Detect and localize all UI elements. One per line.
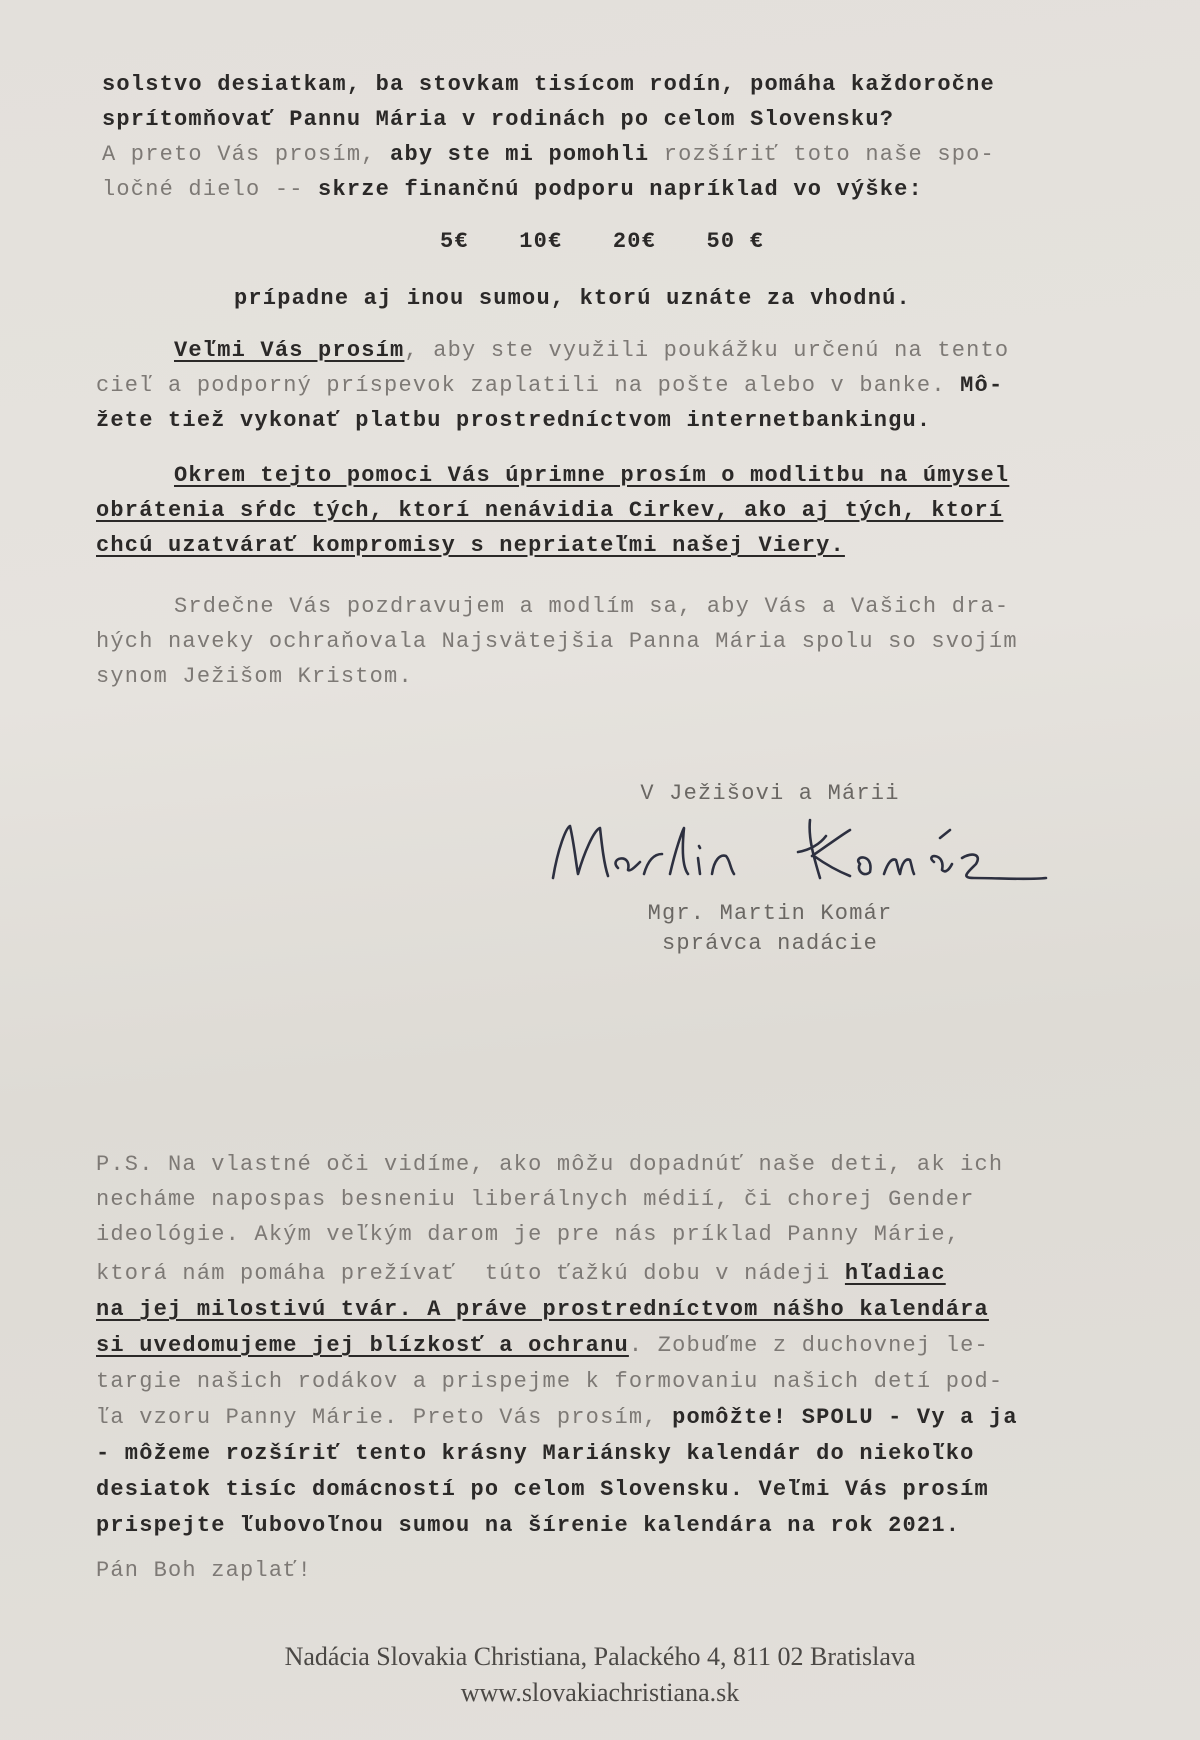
- amount-option: 5€: [440, 229, 469, 254]
- ps-line-2: necháme napospas besneniu liberálnych médií, či chorej Gender: [96, 1187, 975, 1212]
- ps-line-6: si uvedomujeme jej blízkosť a ochranu. Zobuďme z duchovnej le-: [96, 1333, 989, 1358]
- body-line-10: obrátenia sŕdc tých, ktorí nenávidia Cirkev, ako aj tých, ktorí: [96, 498, 1004, 523]
- ps-line-12: Pán Boh zaplať!: [96, 1558, 313, 1583]
- amount-option: 20€: [612, 229, 657, 254]
- body-line-6: Veľmi Vás prosím, aby ste využili poukážku určenú na tento: [174, 338, 1010, 363]
- body-line-4: ločné dielo -- skrze finančnú podporu napríklad vo výške:: [102, 177, 923, 202]
- body-line-14: synom Ježišom Kristom.: [96, 664, 413, 689]
- amount-option: 50 €: [706, 229, 765, 254]
- ps-line-10: desiatok tisíc domácností po celom Slovensku. Veľmi Vás prosím: [96, 1477, 989, 1502]
- signatory-role: správca nadácie: [661, 931, 879, 956]
- signature-image: [548, 808, 1053, 898]
- ps-line-9: - môžeme rozšíriť tento krásny Mariánsky kalendár do niekoľko: [96, 1441, 975, 1466]
- footer-website[interactable]: www.slovakiachristiana.sk: [460, 1678, 740, 1707]
- body-line-7: cieľ a podporný príspevok zaplatili na pošte alebo v banke. Mô-: [96, 373, 1004, 398]
- body-line-2: sprítomňovať Pannu Mária v rodinách po celom Slovensku?: [102, 107, 895, 132]
- ps-line-7: targie našich rodákov a prispejme k formovaniu našich detí pod-: [96, 1369, 1004, 1394]
- body-line-5: prípadne aj inou sumou, ktorú uznáte za vhodnú.: [234, 286, 911, 311]
- signatory-name: Mgr. Martin Komár: [647, 901, 893, 926]
- body-line-11: chcú uzatvárať kompromisy s nepriateľmi našej Viery.: [96, 533, 845, 558]
- body-line-3: A preto Vás prosím, aby ste mi pomohli rozšíriť toto naše spo-: [102, 142, 995, 167]
- body-line-12: Srdečne Vás pozdravujem a modlím sa, aby Vás a Vašich dra-: [174, 594, 1010, 619]
- body-line-8: žete tiež vykonať platbu prostredníctvom internetbankingu.: [96, 408, 932, 433]
- closing-greeting: V Ježišovi a Márii: [640, 781, 900, 806]
- amount-option: 10€: [519, 229, 563, 254]
- body-line-13: hých naveky ochraňovala Najsvätejšia Panna Mária spolu so svojím: [96, 629, 1018, 654]
- ps-line-4: ktorá nám pomáha prežívať túto ťažkú dobu v nádeji hľadiac: [96, 1261, 946, 1286]
- footer-address: Nadácia Slovakia Christiana, Palackého 4, 811 02 Bratislava: [284, 1642, 916, 1671]
- body-line-9: Okrem tejto pomoci Vás úprimne prosím o modlitbu na úmysel: [174, 463, 1010, 488]
- ps-line-5: na jej milostivú tvár. A práve prostredníctvom nášho kalendára: [96, 1297, 989, 1322]
- ps-line-3: ideológie. Akým veľkým darom je pre nás príklad Panny Márie,: [96, 1222, 961, 1247]
- ps-line-1: P.S. Na vlastné oči vidíme, ako môžu dopadnúť naše deti, ak ich: [96, 1152, 1004, 1177]
- ps-line-11: prispejte ľubovoľnou sumou na šírenie kalendára na rok 2021.: [96, 1513, 961, 1538]
- donation-amounts: [440, 224, 800, 259]
- ps-line-8: ľa vzoru Panny Márie. Preto Vás prosím, pomôžte! SPOLU - Vy a ja: [96, 1405, 1018, 1430]
- body-line-1: solstvo desiatkam, ba stovkam tisícom rodín, pomáha každoročne: [102, 72, 995, 97]
